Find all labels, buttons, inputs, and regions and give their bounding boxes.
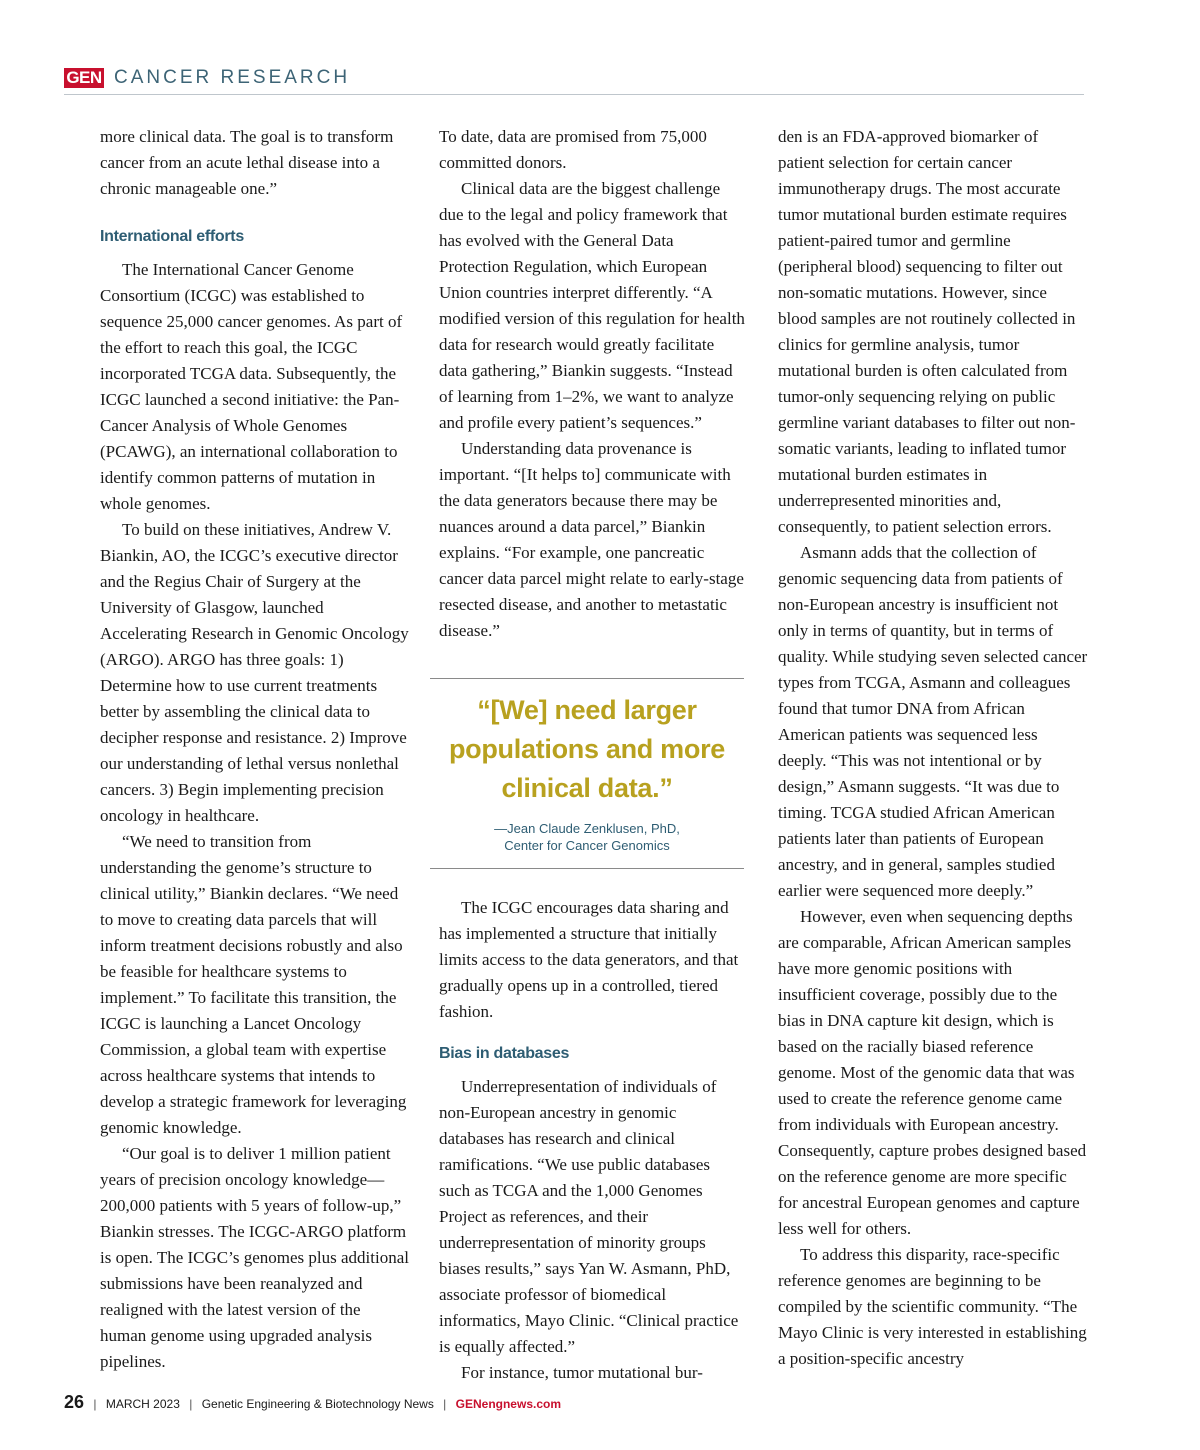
article-column-2 (439, 124, 745, 1386)
paragraph: For instance, tumor mutational bur- (461, 1363, 703, 1382)
article-column-1 (100, 124, 410, 1375)
pull-quote-attribution (430, 820, 744, 854)
article-column-3 (778, 124, 1088, 1372)
website-link[interactable]: GENengnews.com (455, 1397, 561, 1411)
page-footer (64, 1392, 561, 1414)
paragraph: To build on these initiatives, Andrew V. Biankin, AO, the ICGC’s executive director and the Regius Chair of Surgery at the University of Glasgow, launched Accelerating Research in Genomic Oncology (ARGO). ARGO has three goals: 1) Determine how to use current treatments better by assembling the clinical data to decipher response and resistance. 2) Improve our understanding of lethal versus nonlethal cancers. 3) Begin implementing precision oncology in healthcare. (100, 520, 409, 825)
pull-quote (430, 678, 744, 869)
paragraph: Asmann adds that the collection of genomic sequencing data from patients of non-European ancestry is insufficient not only in terms of quantity, but in terms of quality. While studying seven selected cancer types from TCGA, Asmann and colleagues found that tumor DNA from African American patients was sequenced less deeply. “This was not intentional or by design,” Asmann suggests. “It was due to timing. TCGA studied African American patients later than patients of European ancestry, and in general, samples studied earlier were sequenced more deeply.” (778, 543, 1088, 900)
footer-divider: | (443, 1397, 447, 1411)
paragraph: more clinical data. The goal is to transform cancer from an acute lethal disease into a chronic manageable one.” (100, 127, 394, 198)
page-header (64, 64, 1084, 95)
subheading-international-efforts: International efforts (100, 228, 244, 245)
attribution-affiliation: Center for Cancer Genomics (504, 838, 670, 853)
paragraph: “We need to transition from understanding the genome’s structure to clinical utility,” Biankin declares. “We need to move to creating data parcels that will inform treatment decisions robustly and also be feasible for healthcare systems to implement.” To facilitate this transition, the ICGC is launching a Lancet Oncology Commission, a global team with expertise across healthcare systems that intends to develop a strategic framework for leveraging genomic knowledge. (100, 832, 407, 1137)
gen-logo: GEN (64, 68, 104, 88)
publication-name: Genetic Engineering & Biotechnology News (201, 1397, 434, 1411)
paragraph: However, even when sequencing depths are comparable, African American samples have more genomic positions with insufficient coverage, possibly due to the bias in DNA capture kit design, which is based on the racially biased reference genome. Most of the genomic data that was used to create the reference genome came from individuals with European ancestry. Consequently, capture probes designed based on the reference genome are more specific for ancestral European genomes and capture less well for others. (778, 907, 1087, 1238)
paragraph: Understanding data provenance is important. “[It helps to] communicate with the data generators because there may be nuances around a data parcel,” Biankin explains. “For example, one pancreatic cancer data parcel might relate to early-stage resected disease, and another to metastatic disease.” (439, 439, 744, 640)
paragraph: Underrepresentation of individuals of non-European ancestry in genomic databases has research and clinical ramifications. “We use public databases such as TCGA and the 1,000 Genomes Project as references, and their underrepresentation of minority groups biases results,” says Yan W. Asmann, PhD, associate professor of biomedical informatics, Mayo Clinic. “Clinical practice is equally affected.” (439, 1077, 739, 1356)
section-title: CANCER RESEARCH (114, 67, 351, 88)
paragraph: “Our goal is to deliver 1 million patient years of precision oncology knowledge—200,000 patients with 5 years of follow-up,” Biankin stresses. The ICGC-ARGO platform is open. The ICGC’s genomes plus additional submissions have been reanalyzed and realigned with the latest version of the human genome using upgraded analysis pipelines. (100, 1144, 409, 1371)
paragraph: den is an FDA-approved biomarker of patient selection for certain cancer immunotherapy drugs. The most accurate tumor mutational burden estimate requires patient-paired tumor and germline (peripheral blood) sequencing to filter out non-somatic mutations. However, since blood samples are not routinely collected in clinics for germline analysis, tumor mutational burden is often calculated from tumor-only sequencing relying on public germline variant databases to filter out non-somatic variants, leading to inflated tumor mutational burden estimates in underrepresented minorities and, consequently, to patient selection errors. (778, 127, 1076, 536)
footer-divider: | (93, 1397, 97, 1411)
pull-quote-text: “[We] need larger populations and more clinical data.” (448, 695, 725, 803)
paragraph: The International Cancer Genome Consortium (ICGC) was established to sequence 25,000 cancer genomes. As part of the effort to reach this goal, the ICGC incorporated TCGA data. Subsequently, the ICGC launched a second initiative: the Pan-Cancer Analysis of Whole Genomes (PCAWG), an international collaboration to identify common patterns of mutation in whole genomes. (100, 260, 403, 513)
footer-divider: | (189, 1397, 193, 1411)
page-number: 26 (64, 1392, 85, 1412)
paragraph: The ICGC encourages data sharing and has implemented a structure that initially limits access to the data generators, and that gradually opens up in a controlled, tiered fashion. (439, 898, 739, 1021)
paragraph: Clinical data are the biggest challenge due to the legal and policy framework that has evolved with the General Data Protection Regulation, which European Union countries interpret differently. “A modified version of this regulation for health data for research would greatly facilitate data gathering,” Biankin suggests. “Instead of learning from 1–2%, we want to analyze and profile every patient’s sequences.” (439, 179, 745, 432)
paragraph: To address this disparity, race-specific reference genomes are beginning to be compiled by the scientific community. “The Mayo Clinic is very interested in establishing a position-specific ancestry (778, 1245, 1087, 1368)
paragraph: To date, data are promised from 75,000 committed donors. (439, 127, 707, 172)
attribution-name: —Jean Claude Zenklusen, PhD, (494, 821, 680, 836)
subheading-bias-in-databases: Bias in databases (439, 1045, 570, 1062)
issue-date: MARCH 2023 (105, 1397, 180, 1411)
